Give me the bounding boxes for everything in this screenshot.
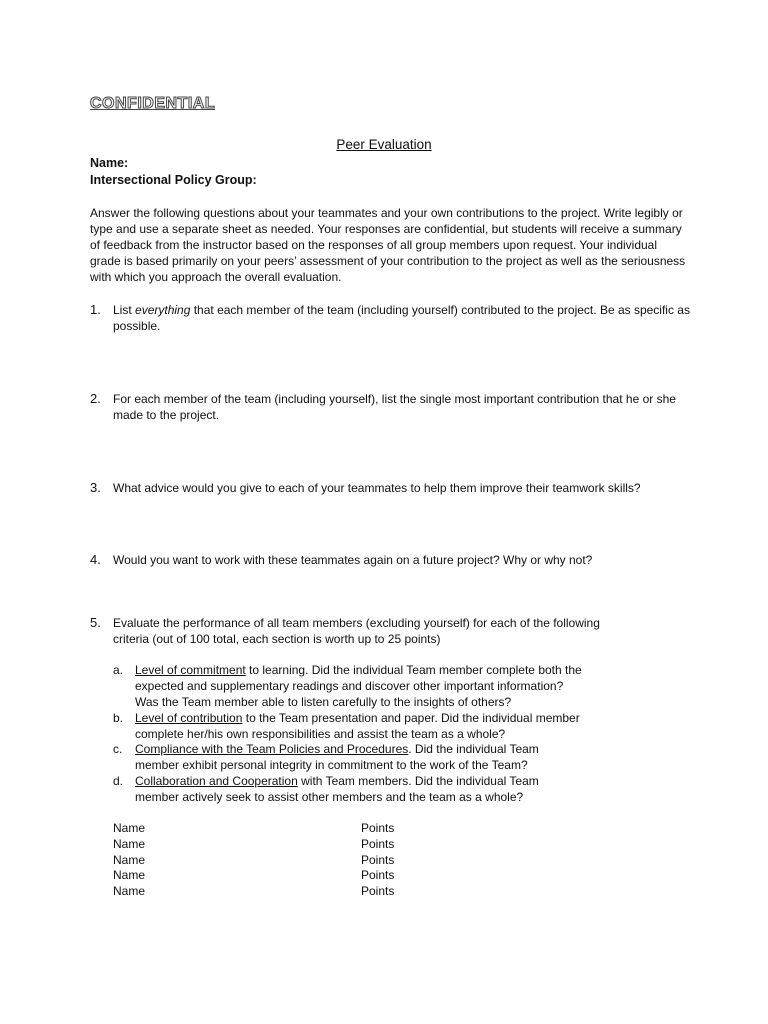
question-text: What advice would you give to each of your teammates to help them improve their teamwork skills? (113, 481, 641, 495)
criterion-letter: a. (113, 663, 124, 677)
question-number: 1. (90, 302, 101, 317)
score-row (113, 883, 413, 899)
question-number: 5. (90, 615, 101, 630)
instructions-paragraph: Answer the following questions about your teammates and your own contributions to the project. Write legibly or type and use a separate sheet as needed. Your responses are confidential, but students will receive a summary of feedback from the instructor based on the responses of all group members upon request. Your individual grade is based primarily on your peers’ assessment of your contribution to the project as well as the seriousness with which you approach the overall evaluation. (90, 206, 686, 284)
score-points: Points (361, 853, 395, 867)
score-name: Name (113, 853, 146, 867)
criterion-text: Compliance with the Team Policies and Procedures. Did the individual Team member exhibit personal integrity in commitment to the work of the Team? (135, 742, 539, 772)
criterion-c (113, 741, 583, 773)
score-points: Points (361, 821, 395, 835)
score-points: Points (361, 884, 395, 898)
question-1 (90, 302, 690, 334)
criterion-letter: d. (113, 774, 124, 788)
question-text: For each member of the team (including yourself), list the single most important contribution that he or she made to the project. (113, 392, 676, 422)
question-text: Evaluate the performance of all team members (excluding yourself) for each of the following criteria (out of 100 total, each section is worth up to 25 points) (113, 616, 600, 646)
criterion-letter: c. (113, 742, 123, 756)
criterion-text: Collaboration and Cooperation with Team members. Did the individual Team member actively seek to assist other members and the team as a whole? (135, 774, 539, 804)
score-points: Points (361, 868, 395, 882)
confidential-stamp: CONFIDENTIAL (90, 95, 216, 112)
page-title: Peer Evaluation (336, 137, 432, 152)
name-label: Name: (90, 156, 129, 170)
question-number: 4. (90, 552, 101, 567)
criterion-text: Level of commitment to learning. Did the individual Team member complete both the expected and supplementary readings and discover other important information? Was the Team member able to listen carefully to the insights of others? (135, 663, 582, 709)
question-number: 2. (90, 391, 101, 406)
question-4 (90, 552, 690, 568)
score-name: Name (113, 868, 146, 882)
criterion-letter: b. (113, 711, 124, 725)
group-label: Intersectional Policy Group: (90, 173, 257, 187)
question-5 (90, 615, 600, 647)
question-number: 3. (90, 480, 101, 495)
question-3 (90, 480, 690, 496)
score-name: Name (113, 821, 146, 835)
score-points: Points (361, 837, 395, 851)
criterion-a (113, 662, 583, 710)
criterion-b (113, 710, 583, 742)
question-text: List everything that each member of the team (including yourself) contributed to the project. Be as specific as possible. (113, 303, 690, 333)
score-row (113, 852, 413, 868)
score-row (113, 820, 413, 836)
criterion-text: Level of contribution to the Team presentation and paper. Did the individual member complete her/his own responsibilities and assist the team as a whole? (135, 711, 580, 741)
question-2 (90, 391, 690, 423)
question-text: Would you want to work with these teammates again on a future project? Why or why not? (113, 553, 593, 567)
score-row (113, 867, 413, 883)
score-name: Name (113, 837, 146, 851)
score-row (113, 836, 413, 852)
criterion-d (113, 773, 583, 805)
score-name: Name (113, 884, 146, 898)
